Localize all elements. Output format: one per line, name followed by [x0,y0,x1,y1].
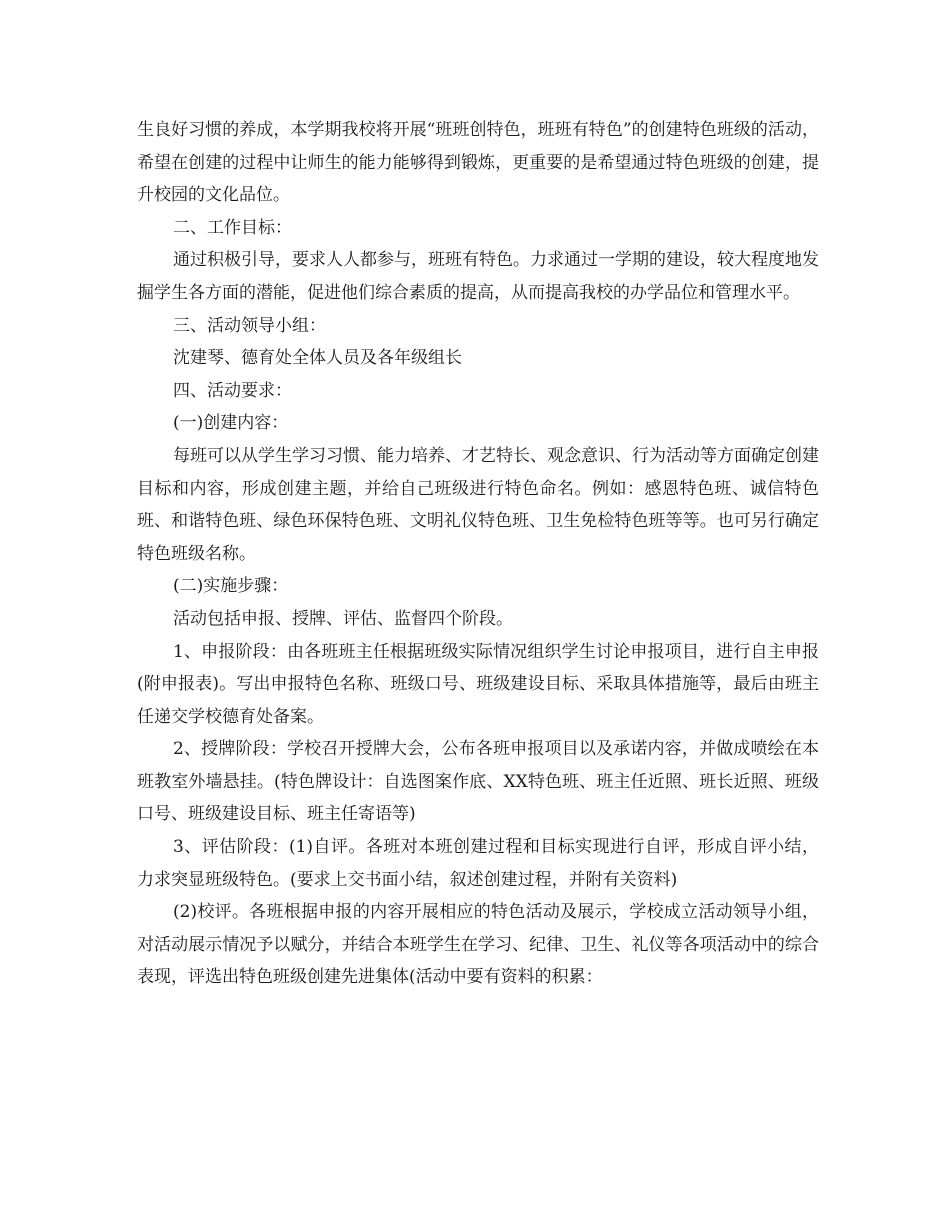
paragraph-leadership-members: 沈建琴、德育处全体人员及各年级组长 [173,348,462,369]
paragraph-school-evaluation: (2)校评。各班根据申报的内容开展相应的特色活动及展示，学校成立活动领导小组，对活动展示情况予以赋分，并结合本班学生在学习、纪律、卫生、礼仪等各项活动中的综合表现，评选出特色班级创建先进集体(活动中要有资料的积累： [137,902,819,988]
subheading-implementation-steps: (二)实施步骤： [173,576,289,597]
paragraph-stage-award: 2、授牌阶段：学校召开授牌大会，公布各班申报项目以及承诺内容，并做成喷绘在本班教室外墙悬挂。(特色牌设计：自选图案作底、XX特色班、班主任近照、班长近照、班级口号、班级建设目标、班主任寄语等) [137,739,819,825]
heading-activity-requirements: 四、活动要求： [173,380,292,401]
heading-leadership-group: 三、活动领导小组： [173,315,326,336]
paragraph-creation-content: 每班可以从学生学习习惯、能力培养、才艺特长、观念意识、行为活动等方面确定创建目标和内容，形成创建主题，并给自己班级进行特色命名。例如：感恩特色班、诚信特色班、和谐特色班、绿色环保特色班、文明礼仪特色班、卫生免检特色班等等。也可另行确定特色班级名称。 [137,445,819,564]
paragraph-work-goals: 通过积极引导，要求人人都参与，班班有特色。力求通过一学期的建设，较大程度地发掘学生各方面的潜能，促进他们综合素质的提高，从而提高我校的办学品位和管理水平。 [137,250,819,303]
paragraph-intro-continuation: 生良好习惯的养成，本学期我校将开展“班班创特色，班班有特色”的创建特色班级的活动，希望在创建的过程中让师生的能力能够得到锻炼，更重要的是希望通过特色班级的创建，提升校园的文化品位。 [137,120,819,206]
subheading-creation-content: (一)创建内容： [173,413,289,434]
paragraph-stage-application: 1、申报阶段：由各班班主任根据班级实际情况组织学生讨论申报项目，进行自主申报(附申报表)。写出申报特色名称、班级口号、班级建设目标、采取具体措施等，最后由班主任递交学校德育处备案。 [137,641,819,727]
heading-work-goals: 二、工作目标： [173,217,292,238]
paragraph-four-stages: 活动包括申报、授牌、评估、监督四个阶段。 [173,608,513,629]
paragraph-stage-evaluation: 3、评估阶段：(1)自评。各班对本班创建过程和目标实现进行自评，形成自评小结，力求突显班级特色。(要求上交书面小结，叙述创建过程，并附有关资料) [137,837,819,890]
document-body [137,114,819,994]
